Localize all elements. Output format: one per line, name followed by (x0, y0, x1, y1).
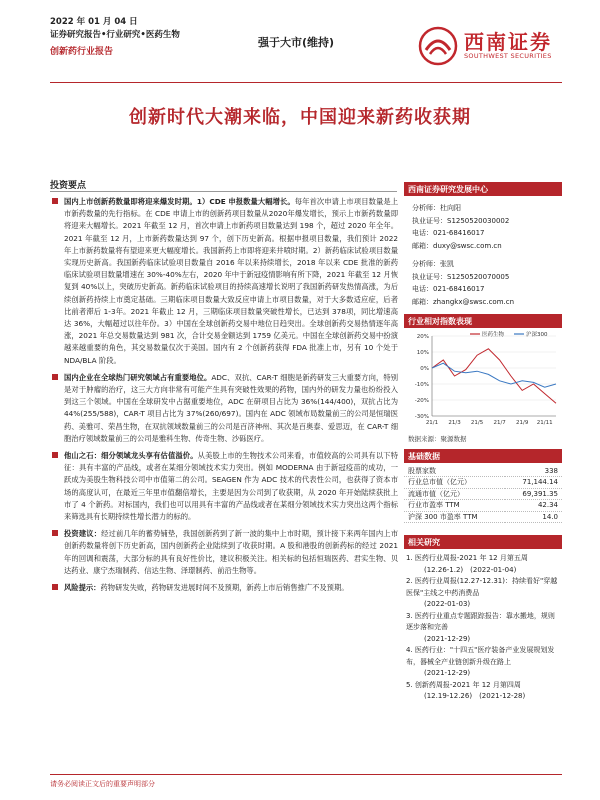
paragraph-text: ADC、双抗、CAR-T 细胞是新药研发三大重要方向，特别是对于肿瘤的治疗，这三大方向非常有可能产生具有突破性效果的药物，国内外的研发力量也纷纷投入到这三个领域。中国在全球研发中占据重要地位，ADC 在研项目占比为 36%(144/400)，双抗占比为 44%(255/588)，CAR-T 项目占比为 37%(260/697)。国内在 ADC 领域布局数量前三的公司是恒瑞医药、美雅可、荣昌生物，在双抗领域数量前三的公司是百济神州、其次是百奥泰、爱思迈，在 CAR-T 细胞治疗领域数量前三的公司是雅科生物、传奇生物、沙砾医疗。 (64, 372, 398, 443)
row-value: 71,144.14 (522, 478, 558, 487)
table-row (404, 477, 562, 489)
paragraph-lead: 国内上市创新药数量即将迎来爆发时期。1）CDE 申报数量大幅增长。 (64, 197, 295, 206)
paragraph-lead: 风险提示： (64, 583, 101, 593)
x-tick-label: 21/7 (493, 420, 506, 426)
table-row (404, 465, 562, 477)
paragraph-lead: 他山之石：细分领域龙头享有估值溢价。 (64, 451, 198, 461)
analyst-cert: 执业证号：S1250520070005 (412, 272, 510, 281)
index-chart-svg (404, 328, 562, 432)
paragraph-lead: 投资建议： (64, 529, 102, 539)
row-value: 338 (544, 466, 558, 475)
related-list (404, 549, 562, 707)
summary-divider (50, 191, 397, 192)
company-logo (414, 22, 564, 70)
paragraph-4 (50, 528, 398, 577)
related-item[interactable] (406, 645, 560, 680)
related-date: (2021-12-29) (424, 669, 471, 677)
related-title[interactable]: 4. 医药行业："十四五"医疗装备产业发展规划发布，器械全产业链创新升级在路上 (406, 646, 555, 666)
y-tick-label: -10% (414, 382, 429, 388)
footer-notice: 请务必阅读正文后的重要声明部分 (50, 780, 155, 788)
report-series: 创新药行业报告 (50, 47, 114, 57)
analyst-phone: 电话：021-68416017 (412, 229, 485, 237)
analyst-email[interactable]: 邮箱：duxy@swsc.com.cn (412, 241, 502, 250)
table-row (404, 500, 562, 512)
bullet-icon (52, 530, 58, 536)
related-item[interactable] (406, 576, 560, 611)
report-date: 2022 年 01 月 04 日 (50, 17, 138, 27)
analyst-name: 分析师：杜向阳 (412, 204, 461, 212)
y-tick-label: -20% (414, 398, 429, 404)
related-item[interactable] (406, 611, 560, 646)
row-value: 42.34 (537, 501, 558, 510)
legend-label: 沪深300 (526, 332, 548, 338)
related-title[interactable]: 3. 医药行业重点专题跟踪报告：靠水搬地，规则逐步落和完善 (406, 611, 555, 631)
index-chart (404, 328, 562, 432)
chart-header: 行业相对指数表现 (404, 314, 562, 328)
header-divider (50, 82, 562, 83)
bullet-icon (52, 198, 58, 204)
footer-divider (50, 774, 562, 775)
logo-text-cn: 西南证券 (464, 30, 552, 54)
legend-label: 医药生物 (482, 332, 505, 338)
related-title[interactable]: 5. 创新药周报-2021 年 12 月第四周 (406, 680, 521, 689)
header-meta (50, 16, 180, 59)
logo-emblem-icon (416, 24, 460, 68)
row-label: 沪深 300 市盈率 TTM (408, 512, 478, 521)
x-tick-label: 21/1 (425, 420, 439, 426)
paragraph-text: 从美股上市的生物技术公司来看，市值较高的公司具有以下特征：具有丰富的产品线，或者在某细分领域技术实力突出。例如 MODERNA 由于新冠疫苗的成功，一跃成为美股生物科技公司中市值第二的公司。SEAGEN 作为 ADC 技术的代表性公司，也获得了资本市场的高度认可，在最近三年里市值翻倍增长，主要是因为公司到了收获期，从 2020 年开始陆续获批上市了 4 个新药。对标国内，我们也可以用具有丰富的产品线或者在某细分领域技术实力突出这两个指标来筛选具有长期持续性增长潜力的标的。 (64, 451, 399, 522)
analyst-list (404, 196, 562, 310)
row-label: 股票家数 (408, 466, 436, 475)
index-chart-box (404, 314, 562, 445)
related-date: (2021-12-29) (424, 634, 471, 643)
paragraph-text: 每年首次申请上市项目数量是上市新药数量的先行指标。在 CDE 申请上市的创新药项目数量从2020年爆发增长，预示上市新药数量即将迎来大幅增长。2021 年截至 12 月，首次申请上市新药项目数量达到 198 个，超过 2020 年全年。2021 年截至 12 月，上市新药数量达到 97 个，创下历史新高。根据申报项目数量，我们预计 2022 年上市新药数量将有望迎来更大幅度增长。我国新药上市即将迎来井喷时期。2）新药临床试验项目数量实现历史新高。我国新药临床试验项目数量自 2016 年以来持续增长，2018 年以来 CDE 批准的新药临床试验项目数量增速在 30%-40%左右，2020 年中于新冠疫情影响有所下降，2021 年截至 12 月恢复到 40%以上，突破历史新高。新药临床试验项目的持续高速增长说明了我国新药研发热情高涨，为后续创新药持续上市奠定基础。三期临床项目数量大致反应申请上市项目数量，对于大多数适应症，后者比前者滞后 1-3年。2021 年截止 12 月，三期临床项目数量突破性增长，已达到 378项，同比增速高达 36%，大幅超过以往年份。3）中国在全球创新药交易中地位日趋突出。全球创新药交易热情逐年高涨，2021 年总交易数量达到 981 次，合计交易金额达到 1759 亿美元。中国在全球创新药交易中扮演越来越重要的角色，其交易数量仅次于美国。国内有 2 个创新药获得 FDA 批准上市，另有 10 个处于 NDA/BLA 阶段。 (64, 197, 398, 365)
related-header: 相关研究 (404, 535, 562, 549)
row-label: 行业总市值（亿元） (408, 478, 471, 487)
basic-data-table (404, 465, 562, 523)
row-value: 14.0 (542, 512, 558, 521)
chart-source: 数据来源：聚源数据 (408, 435, 467, 443)
x-tick-label: 21/5 (470, 420, 484, 426)
series-line (432, 349, 556, 403)
report-title: 创新时代大潮来临，中国迎来新药收获期 (129, 107, 471, 128)
team-header: 西南证券研究发展中心 (404, 182, 562, 196)
paragraph-1 (50, 196, 398, 367)
sidebar (404, 182, 562, 707)
paragraph-text: 药物研发失败，药物研发进展时间不及预期，新药上市后销售推广不及预期。 (100, 583, 349, 593)
y-tick-label: 0% (420, 366, 429, 372)
y-tick-label: 10% (416, 350, 429, 356)
x-tick-label: 21/3 (448, 420, 461, 426)
series-line (432, 363, 556, 387)
related-title[interactable]: 1. 医药行业周报-2021 年 12 月第五周 (406, 554, 528, 562)
report-type: 证券研究报告•行业研究•医药生物 (50, 30, 180, 40)
bullet-icon (52, 584, 58, 590)
row-value: 69,391.35 (522, 489, 558, 498)
analyst-phone: 电话：021-68416017 (412, 285, 485, 293)
row-label: 流通市值（亿元） (408, 489, 464, 498)
logo-text-en: SOUTHWEST SECURITIES (464, 52, 552, 60)
bullet-icon (52, 452, 58, 458)
related-date: (12.26-1.2) (2022-01-04) (424, 565, 517, 574)
related-item[interactable] (406, 680, 560, 703)
analyst-email[interactable]: 邮箱：zhangkx@swsc.com.cn (412, 297, 515, 306)
basic-data-header: 基础数据 (404, 449, 562, 463)
x-tick-label: 21/11 (536, 420, 553, 426)
table-row (404, 511, 562, 523)
y-tick-label: 20% (416, 334, 429, 340)
y-tick-label: -30% (414, 414, 429, 420)
paragraph-2 (50, 372, 398, 445)
bullet-icon (52, 374, 58, 380)
rating-label: 强于大市(维持) (258, 36, 335, 49)
table-row (404, 488, 562, 500)
paragraph-text: 经过前几年的蓄势铺垫，我国创新药到了新一波的集中上市时期，预计接下来两年国内上市创新药数量将创下历史新高，国内创新药企业陆续到了收获时期。A 股和港股的创新药标的经过 2021 年的回调和震荡，大部分标的具有良好性价比，建议积极关注。相关标的包括恒瑞医药、君实生物、贝达药业、康宁杰瑞制药、信达生物、泽璟制药、前沿生物等。 (64, 529, 398, 575)
paragraph-5 (50, 582, 398, 594)
related-date: (12.19-12.26) (2021-12-28) (424, 692, 526, 700)
related-title[interactable]: 2. 医药行业周报(12.27-12.31)：持续看好"穿越医保"主线之中药消费品 (406, 577, 558, 597)
x-tick-label: 21/9 (516, 420, 529, 426)
related-item[interactable] (406, 553, 560, 576)
analyst-name: 分析师：张凯 (412, 260, 454, 268)
paragraph-3 (50, 450, 398, 523)
summary-label: 投资要点 (50, 181, 87, 191)
paragraph-lead: 国内企业在全球热门研究领域占有重要地位。 (64, 372, 212, 382)
analyst-cert: 执业证号：S1250520030002 (412, 216, 510, 225)
related-date: (2022-01-03) (424, 600, 471, 608)
row-label: 行业市盈率 TTM (408, 501, 460, 510)
main-content (50, 196, 398, 599)
